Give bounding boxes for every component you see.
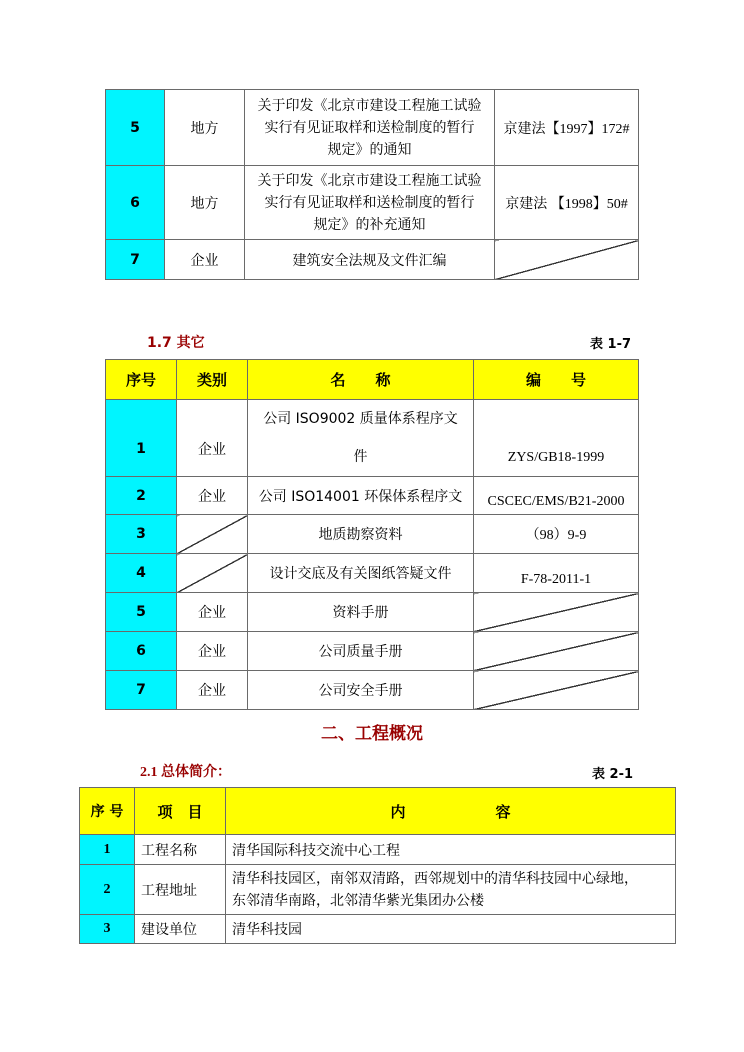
row-name: 公司 ISO9002 质量体系程序文 件 [248, 400, 474, 477]
table-row [106, 400, 639, 477]
section-title: 1.7 其它 [147, 335, 205, 351]
row-item: 建设单位 [135, 915, 226, 944]
row-type: 企业 [177, 671, 248, 710]
row-name: 建筑安全法规及文件汇编 [245, 240, 495, 280]
row-name: 公司质量手册 [248, 632, 474, 671]
row-code: 京建法 【1998】50# [495, 166, 639, 240]
table-row [80, 915, 676, 944]
row-content: 清华科技园 [226, 915, 676, 944]
row-code: ZYS/GB18-1999 [474, 400, 639, 477]
row-number: 3 [80, 915, 135, 944]
table-row [106, 166, 639, 240]
row-number: 6 [106, 632, 177, 671]
row-type: 企业 [165, 240, 245, 280]
row-content: 清华科技园区，南邻双清路，西邻规划中的清华科技园中心绿地， 东邻清华南路，北邻清华紫光集团办公楼 [226, 865, 676, 915]
row-type: 企业 [177, 477, 248, 515]
table-row [106, 671, 639, 710]
row-number: 7 [106, 671, 177, 710]
overview-table [79, 787, 676, 944]
table-row [80, 865, 676, 915]
row-number: 1 [80, 835, 135, 865]
empty-diagonal-cell [474, 632, 639, 671]
header-cell: 类别 [177, 360, 248, 400]
row-name: 设计交底及有关图纸答疑文件 [248, 554, 474, 593]
table-row [106, 90, 639, 166]
header-cell: 序 号 [80, 788, 135, 835]
empty-diagonal-cell [177, 554, 248, 593]
row-code: F-78-2011-1 [474, 554, 639, 593]
regulations-table [105, 89, 639, 280]
row-number: 3 [106, 515, 177, 554]
chapter-title: 二、工程概况 [321, 724, 423, 744]
row-number: 4 [106, 554, 177, 593]
row-item: 工程名称 [135, 835, 226, 865]
row-name: 地质勘察资料 [248, 515, 474, 554]
empty-diagonal-cell [177, 515, 248, 554]
row-number: 5 [106, 90, 165, 166]
row-item: 工程地址 [135, 865, 226, 915]
empty-diagonal-cell [474, 671, 639, 710]
table-row [106, 515, 639, 554]
row-name: 关于印发《北京市建设工程施工试验 实行有见证取样和送检制度的暂行 规定》的通知 [245, 90, 495, 166]
table-header-row [80, 788, 676, 835]
table-label: 表 1-7 [590, 337, 632, 352]
row-name: 公司 ISO14001 环保体系程序文 [248, 477, 474, 515]
table-row [106, 632, 639, 671]
row-type: 地方 [165, 90, 245, 166]
row-name: 公司安全手册 [248, 671, 474, 710]
empty-diagonal-cell [495, 240, 639, 280]
header-cell: 项 目 [135, 788, 226, 835]
other-docs-table [105, 359, 639, 710]
row-number: 1 [106, 400, 177, 477]
row-code: 京建法【1997】172# [495, 90, 639, 166]
table-row [80, 835, 676, 865]
row-type: 地方 [165, 166, 245, 240]
table-row [106, 477, 639, 515]
table-row [106, 554, 639, 593]
row-number: 5 [106, 593, 177, 632]
header-cell: 编 号 [474, 360, 639, 400]
row-code: CSCEC/EMS/B21-2000 [474, 477, 639, 515]
row-code: （98）9-9 [474, 515, 639, 554]
row-number: 7 [106, 240, 165, 280]
table-row [106, 593, 639, 632]
row-name: 关于印发《北京市建设工程施工试验 实行有见证取样和送检制度的暂行 规定》的补充通知 [245, 166, 495, 240]
row-number: 2 [106, 477, 177, 515]
row-name: 资料手册 [248, 593, 474, 632]
table-header-row [106, 360, 639, 400]
row-type: 企业 [177, 400, 248, 477]
header-cell: 序号 [106, 360, 177, 400]
section-title: 2.1 总体简介： [140, 765, 231, 780]
row-number: 6 [106, 166, 165, 240]
header-cell: 名 称 [248, 360, 474, 400]
row-type: 企业 [177, 632, 248, 671]
row-content: 清华国际科技交流中心工程 [226, 835, 676, 865]
table-row [106, 240, 639, 280]
row-number: 2 [80, 865, 135, 915]
table-label: 表 2-1 [592, 767, 634, 782]
header-cell: 内 容 [226, 788, 676, 835]
empty-diagonal-cell [474, 593, 639, 632]
row-type: 企业 [177, 593, 248, 632]
